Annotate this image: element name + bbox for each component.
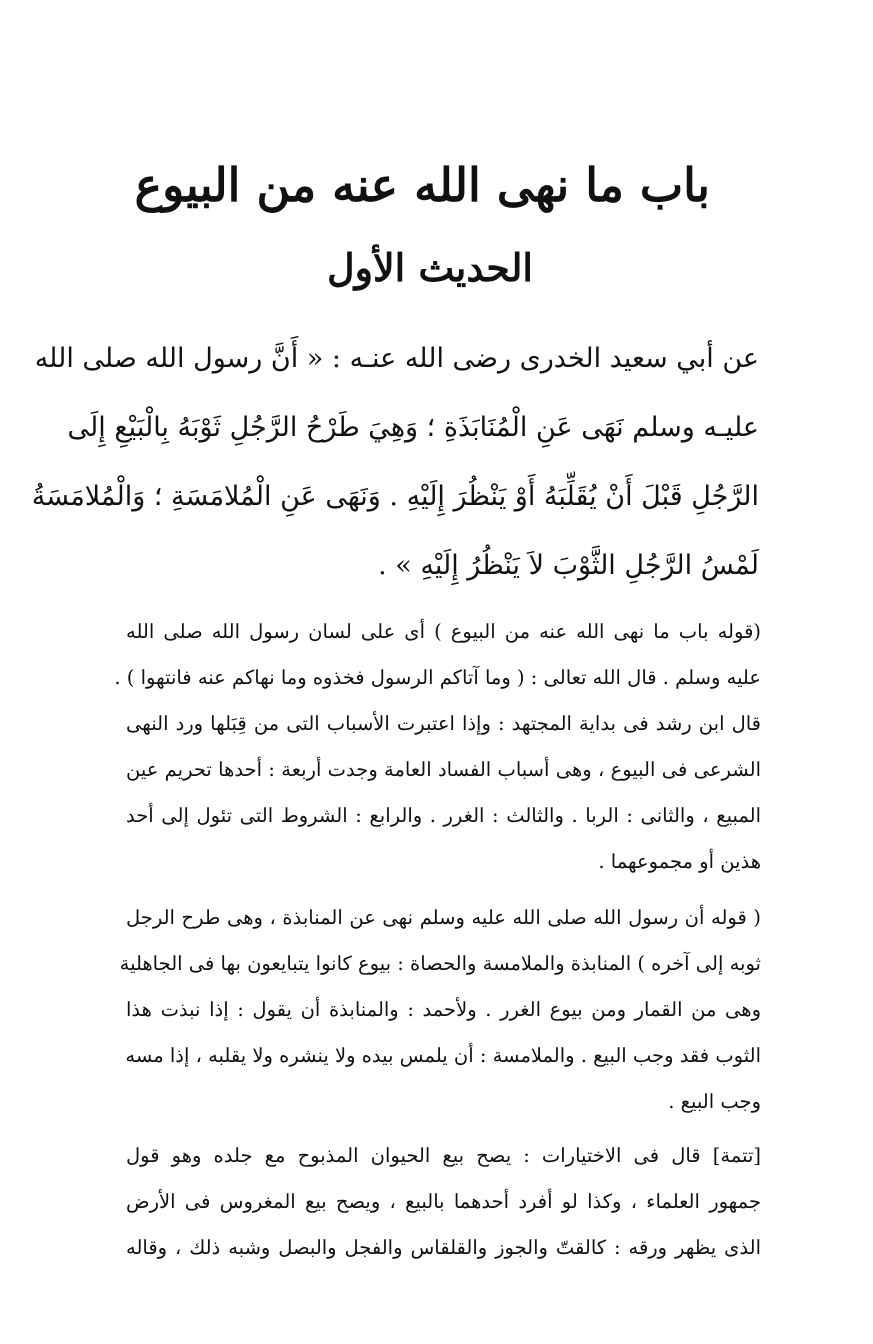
commentary-line: (قوله باب ما نهى الله عنه من البيوع ) أى على لسان رسول الله صلى الله bbox=[126, 620, 761, 643]
commentary-line: عليه وسلم . قال الله تعالى : ( وما آتاكم الرسول فخذوه وما نهاكم عنه فانتهوا ) . bbox=[114, 666, 761, 689]
commentary-line: جمهور العلماء ، وكذا لو أفرد أحدهما بالبيع ، ويصح بيع المغروس فى الأرض bbox=[126, 1190, 761, 1213]
commentary-line: [تتمة] قال فى الاختيارات : يصح بيع الحيوان المذبوح مع جلده وهو قول bbox=[126, 1144, 761, 1167]
hadith-line: عن أبي سعيد الخدرى رضى الله عنـه : « أَنَّ رسول الله صلى الله bbox=[34, 343, 759, 374]
commentary-line: هذين أو مجموعهما . bbox=[598, 850, 761, 873]
commentary-line: الثوب فقد وجب البيع . والملامسة : أن يلمس بيده ولا ينشره ولا يقلبه ، إذا مسه bbox=[125, 1044, 761, 1067]
commentary-line: وهى من القمار ومن بيوع الغرر . ولأحمد : والمنابذة أن يقول : إذا نبذت هذا bbox=[126, 998, 761, 1021]
commentary-line: وجب البيع . bbox=[668, 1090, 761, 1113]
chapter-title: باب ما نهى الله عنه من البيوع bbox=[134, 158, 710, 212]
commentary-line: ( قوله أن رسول الله صلى الله عليه وسلم نهى عن المنابذة ، وهى طرح الرجل bbox=[126, 906, 761, 929]
hadith-line: عليـه وسلم نَهَى عَنِ الْمُنَابَذَةِ ؛ وَهِيَ طَرْحُ الرَّجُلِ ثَوْبَهُ بِالْبَيْعِ إِلَى bbox=[67, 412, 759, 443]
hadith-text bbox=[31, 328, 759, 604]
commentary-paragraph bbox=[119, 896, 761, 1126]
commentary-line: قال ابن رشد فى بداية المجتهد : وإذا اعتبرت الأسباب التى من قِبَلها ورد النهى bbox=[126, 712, 761, 735]
commentary-line: ثوبه إلى آخره ) المنابذة والملامسة والحصاة : بيوع كانوا يتبايعون بها فى الجاهلية bbox=[119, 952, 761, 975]
hadith-line: لَمْسُ الرَّجُلِ الثَّوْبَ لاَ يَنْظُرُ إِلَيْهِ » . bbox=[378, 550, 759, 581]
commentary-line: الشرعى فى البيوع ، وهى أسباب الفساد العامة وجدت أربعة : أحدها تحريم عين bbox=[126, 758, 761, 781]
commentary-paragraph bbox=[114, 610, 761, 886]
commentary-line: الذى يظهر ورقه : كالقتّ والجوز والقلقاس والفجل والبصل وشبه ذلك ، وقاله bbox=[126, 1236, 761, 1259]
commentary-paragraph bbox=[126, 1134, 761, 1272]
commentary-line: المبيع ، والثانى : الربا . والثالث : الغرر . والرابع : الشروط التى تئول إلى أحد bbox=[126, 804, 761, 827]
hadith-line: الرَّجُلِ قَبْلَ أَنْ يُقَلِّبَهُ أَوْ يَنْظُرَ إِلَيْهِ . وَنَهَى عَنِ الْمُلامَسَةِ ؛ وَالْمُلامَسَةُ bbox=[31, 481, 759, 512]
section-title: الحديث الأول bbox=[327, 245, 533, 290]
